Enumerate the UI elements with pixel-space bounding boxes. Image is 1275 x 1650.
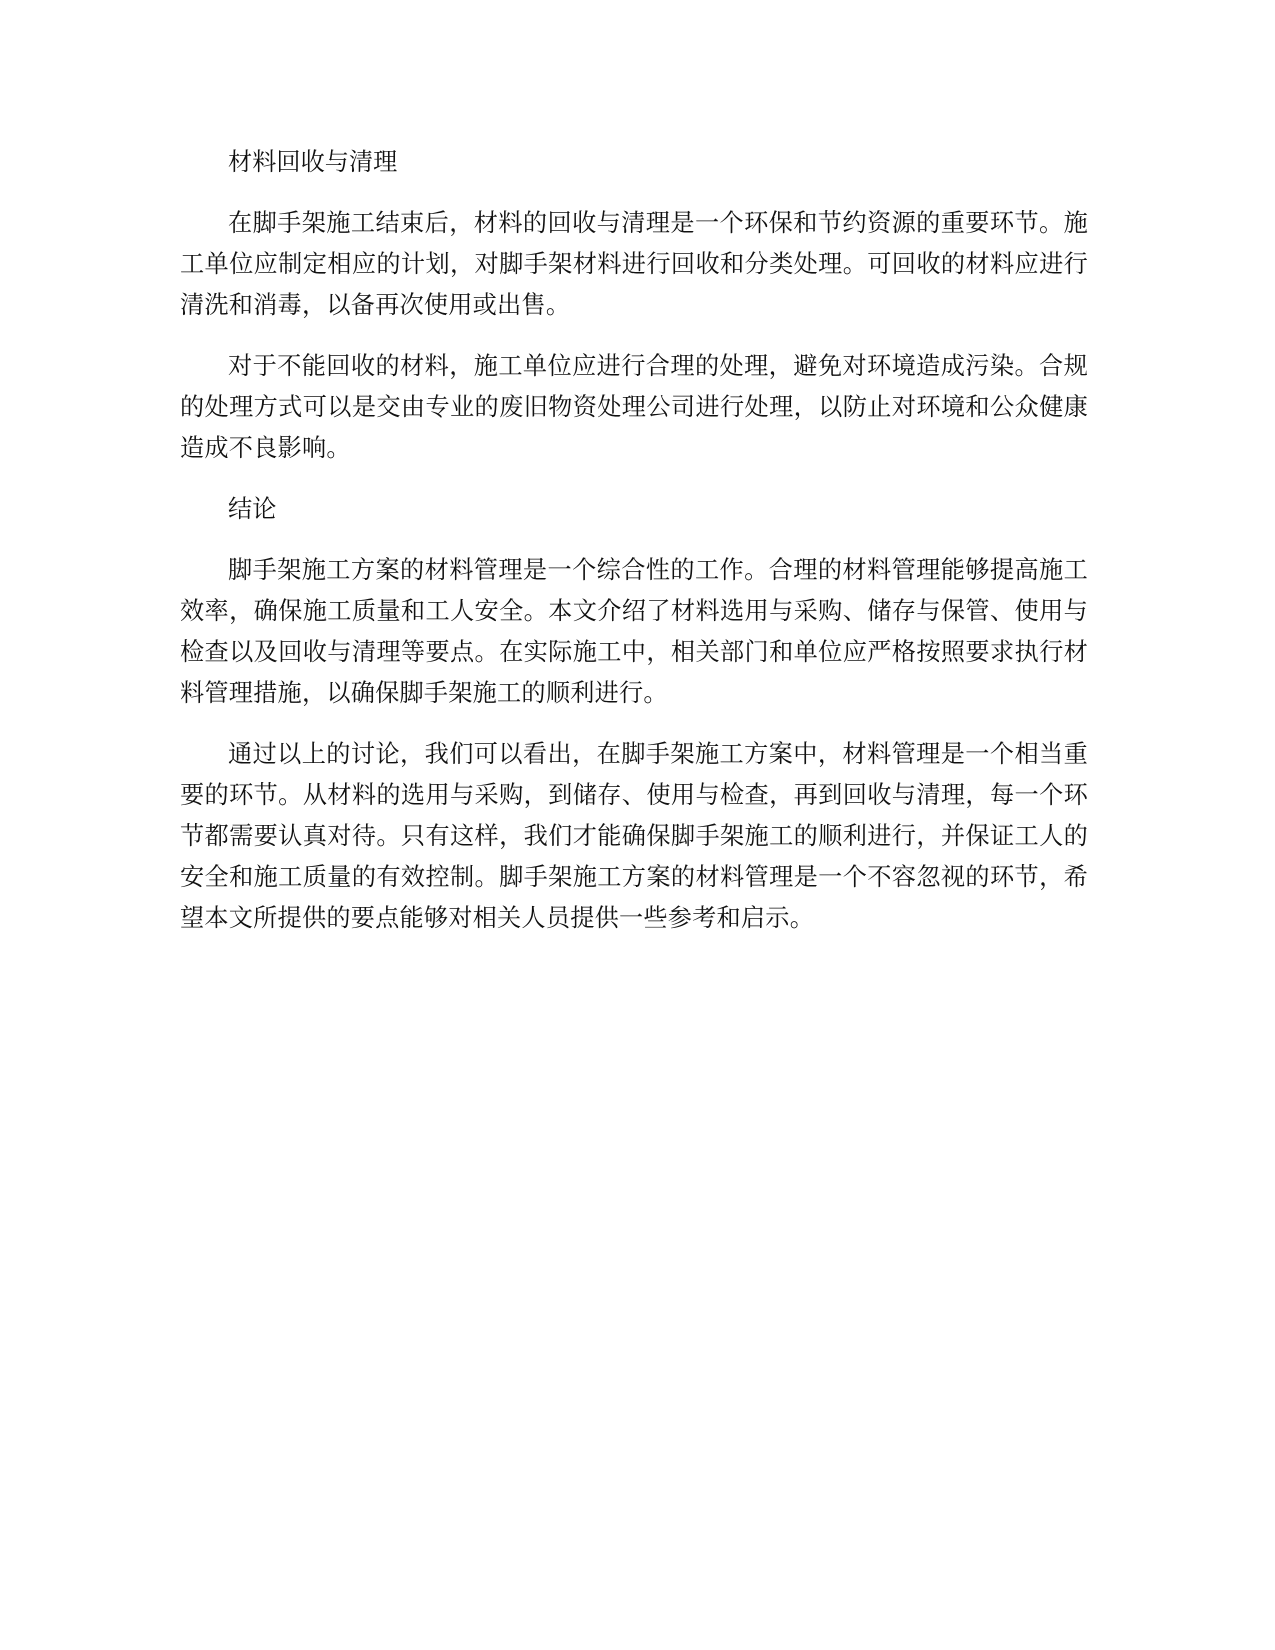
paragraph-conclusion-summary: 脚手架施工方案的材料管理是一个综合性的工作。合理的材料管理能够提高施工效率，确保施工质量和工人安全。本文介绍了材料选用与采购、储存与保管、使用与检查以及回收与清理等要点。在实际施工中，相关部门和单位应严格按照要求执行材料管理措施，以确保脚手架施工的顺利进行。 bbox=[180, 556, 1088, 707]
paragraph-non-recyclable-disposal: 对于不能回收的材料，施工单位应进行合理的处理，避免对环境造成污染。合规的处理方式可以是交由专业的废旧物资处理公司进行处理，以防止对环境和公众健康造成不良影响。 bbox=[180, 352, 1088, 462]
document-page bbox=[180, 142, 1088, 959]
section-heading-recycling: 材料回收与清理 bbox=[228, 148, 398, 176]
paragraph-recycling-plan: 在脚手架施工结束后，材料的回收与清理是一个环保和节约资源的重要环节。施工单位应制定相应的计划，对脚手架材料进行回收和分类处理。可回收的材料应进行清洗和消毒，以备再次使用或出售。 bbox=[180, 209, 1088, 319]
section-heading-conclusion: 结论 bbox=[228, 495, 277, 523]
paragraph-conclusion-closing: 通过以上的讨论，我们可以看出，在脚手架施工方案中，材料管理是一个相当重要的环节。从材料的选用与采购，到储存、使用与检查，再到回收与清理，每一个环节都需要认真对待。只有这样，我们才能确保脚手架施工的顺利进行，并保证工人的安全和施工质量的有效控制。脚手架施工方案的材料管理是一个不容忽视的环节，希望本文所提供的要点能够对相关人员提供一些参考和启示。 bbox=[180, 740, 1088, 932]
